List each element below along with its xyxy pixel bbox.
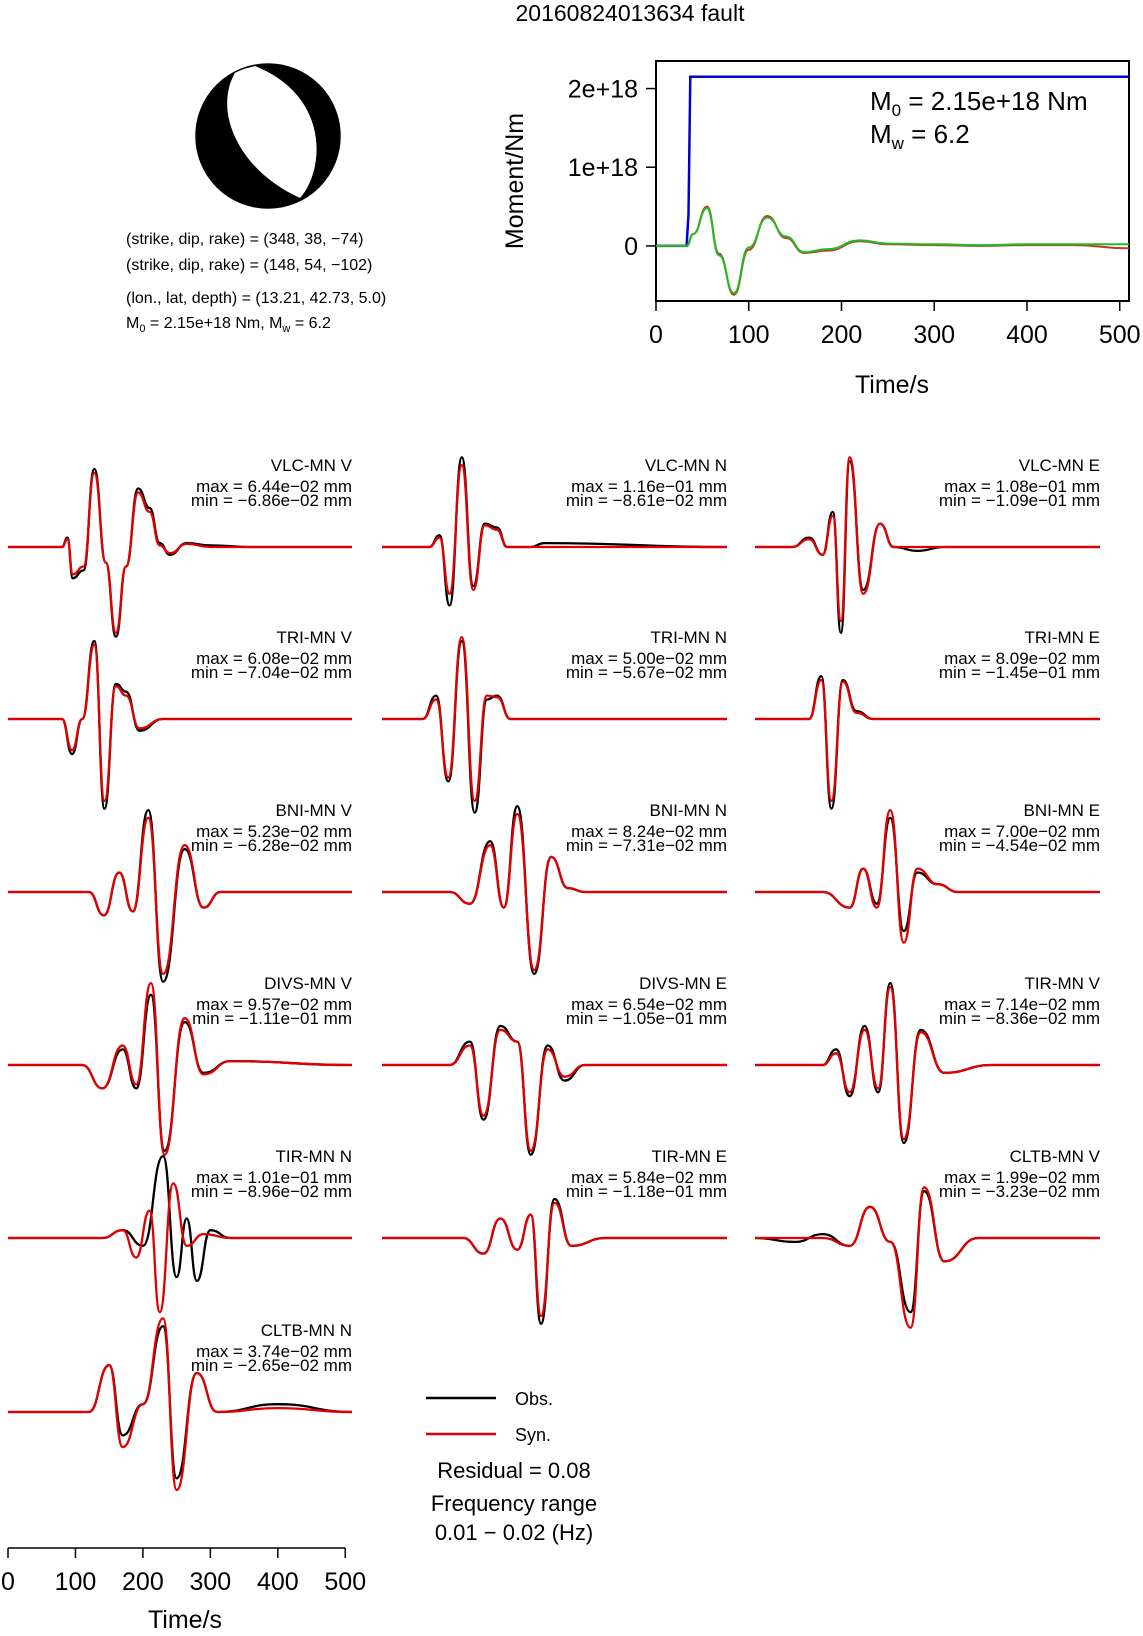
moment-mw-label: $M_w = 6.2$ [870, 119, 970, 153]
station-label: CLTB-MN V [1009, 1147, 1100, 1166]
waveform-panel [8, 974, 353, 1155]
moment-xtick-label: 100 [727, 321, 770, 349]
waveform-panel [8, 456, 353, 637]
max-amplitude-label: max = 6.54e−02 mm [571, 995, 727, 1014]
waveform-panel [382, 974, 727, 1155]
station-label: TRI-MN E [1024, 628, 1100, 647]
max-amplitude-label: max = 6.08e−02 mm [196, 649, 352, 668]
max-amplitude-label: max = 3.74e−02 mm [196, 1342, 352, 1361]
waveform-panel [8, 1147, 352, 1312]
magnitude-line: $M_0 = 2.15e+18$ Nm, $M_w = 6.2$ [126, 315, 331, 335]
waveform-xtick-label: 200 [122, 1568, 164, 1596]
residual-label: Residual = 0.08 [437, 1458, 591, 1483]
moment-xtick-label: 500 [1098, 321, 1141, 349]
waveform-grid [8, 456, 1101, 1490]
moment-ylabel: Moment/Nm [501, 112, 529, 250]
stf-red-line [656, 207, 1129, 295]
legend [426, 1389, 597, 1545]
waveform-panel [8, 1318, 352, 1490]
min-amplitude-label: min = −8.96e−02 mm [190, 1182, 352, 1201]
station-label: TRI-MN N [650, 628, 727, 647]
synthetic-trace [755, 680, 1100, 801]
min-amplitude-label: min = −6.86e−02 mm [190, 491, 352, 510]
synthetic-trace [382, 1203, 727, 1316]
station-label: VLC-MN V [270, 456, 352, 475]
waveform-xtick-label: 500 [324, 1568, 367, 1596]
waveform-xtick-label: 400 [256, 1568, 299, 1596]
max-amplitude-label: max = 7.00e−02 mm [944, 822, 1100, 841]
moment-m0-label: $M_0 = 2.15e+18$ Nm [870, 86, 1088, 120]
station-label: DIVS-MN E [639, 974, 727, 993]
frequency-range: 0.01 − 0.02 (Hz) [434, 1520, 594, 1545]
min-amplitude-label: min = −5.67e−02 mm [565, 663, 727, 682]
legend-obs-label: Obs. [515, 1389, 554, 1409]
max-amplitude-label: max = 8.24e−02 mm [571, 822, 727, 841]
waveform-panel [8, 801, 353, 982]
max-amplitude-label: max = 5.23e−02 mm [196, 822, 352, 841]
max-amplitude-label: max = 6.44e−02 mm [196, 477, 352, 496]
waveform-panel [382, 628, 727, 813]
min-amplitude-label: min = −8.36e−02 mm [938, 1009, 1100, 1028]
frequency-title: Frequency range [430, 1491, 598, 1516]
max-amplitude-label: max = 7.14e−02 mm [944, 995, 1100, 1014]
moment-xlabel: Time/s [854, 371, 930, 399]
station-label: DIVS-MN V [264, 974, 352, 993]
waveform-panel [755, 974, 1101, 1143]
station-label: CLTB-MN N [260, 1321, 352, 1340]
waveform-panel [382, 456, 727, 606]
focal-line-1: (strike, dip, rake) = (348, 38, −74) [126, 231, 364, 248]
station-label: TIR-MN N [275, 1147, 352, 1166]
beachball-icon [196, 64, 340, 208]
moment-ytick-label: 2e+18 [567, 75, 638, 104]
location-line: (lon., lat, depth) = (13.21, 42.73, 5.0) [126, 290, 387, 307]
synthetic-trace [8, 1183, 352, 1312]
waveform-xtick-label: 300 [189, 1568, 232, 1596]
legend-syn-label: Syn. [515, 1425, 552, 1445]
max-amplitude-label: max = 1.01e−01 mm [196, 1168, 352, 1187]
moment-xtick-label: 200 [820, 321, 863, 349]
figure-title: 20160824013634 fault [515, 0, 745, 26]
station-label: TIR-MN V [1024, 974, 1100, 993]
moment-ytick-label: 1e+18 [567, 154, 638, 183]
min-amplitude-label: min = −1.18e−01 mm [565, 1182, 727, 1201]
waveform-panel [755, 1147, 1101, 1328]
waveform-panel [755, 801, 1100, 943]
max-amplitude-label: max = 5.00e−02 mm [571, 649, 727, 668]
synthetic-trace [382, 1030, 727, 1151]
min-amplitude-label: min = −4.54e−02 mm [938, 836, 1100, 855]
min-amplitude-label: min = −1.45e−01 mm [938, 663, 1100, 682]
station-label: BNI-MN E [1023, 801, 1100, 820]
waveform-xtick-label: 0 [1, 1568, 15, 1596]
min-amplitude-label: min = −3.23e−02 mm [938, 1182, 1100, 1201]
waveform-xlabel: Time/s [147, 1606, 223, 1634]
max-amplitude-label: max = 1.08e−01 mm [944, 477, 1100, 496]
moment-xtick-label: 0 [649, 321, 663, 349]
waveform-panel [382, 1147, 727, 1324]
moment-xtick-label: 300 [913, 321, 956, 349]
min-amplitude-label: min = −7.04e−02 mm [190, 663, 352, 682]
station-label: VLC-MN E [1018, 456, 1100, 475]
moment-ytick-label: 0 [624, 232, 638, 261]
waveform-panel [8, 628, 353, 809]
max-amplitude-label: max = 1.16e−01 mm [571, 477, 727, 496]
observed-trace [755, 676, 1100, 809]
waveform-panel [382, 801, 727, 974]
observed-trace [382, 1199, 727, 1324]
waveform-panel [755, 456, 1100, 633]
observed-trace [755, 1191, 1100, 1312]
focal-mechanism-info [126, 231, 386, 335]
moment-xtick-label: 400 [1006, 321, 1048, 349]
station-label: TIR-MN E [651, 1147, 727, 1166]
observed-trace [382, 1026, 727, 1155]
max-amplitude-label: max = 1.99e−02 mm [944, 1168, 1100, 1187]
max-amplitude-label: max = 5.84e−02 mm [571, 1168, 727, 1187]
min-amplitude-label: min = −1.11e−01 mm [192, 1009, 352, 1028]
min-amplitude-label: min = −2.65e−02 mm [190, 1356, 352, 1375]
moment-rate-chart [501, 61, 1141, 399]
waveform-panel [755, 628, 1100, 809]
synthetic-trace [755, 1187, 1100, 1327]
min-amplitude-label: min = −1.09e−01 mm [938, 491, 1100, 510]
waveform-xtick-label: 100 [54, 1568, 97, 1596]
max-amplitude-label: max = 8.09e−02 mm [944, 649, 1100, 668]
max-amplitude-label: max = 9.57e−02 mm [196, 995, 352, 1014]
waveform-x-axis [1, 1548, 366, 1596]
min-amplitude-label: min = −7.31e−02 mm [565, 836, 727, 855]
station-label: BNI-MN V [275, 801, 352, 820]
station-label: VLC-MN N [644, 456, 727, 475]
station-label: BNI-MN N [649, 801, 727, 820]
min-amplitude-label: min = −8.61e−02 mm [565, 491, 727, 510]
stf-green-line [656, 208, 1129, 293]
min-amplitude-label: min = −6.28e−02 mm [190, 836, 352, 855]
focal-line-2: (strike, dip, rake) = (148, 54, −102) [126, 257, 373, 274]
min-amplitude-label: min = −1.05e−01 mm [565, 1009, 727, 1028]
station-label: TRI-MN V [276, 628, 352, 647]
